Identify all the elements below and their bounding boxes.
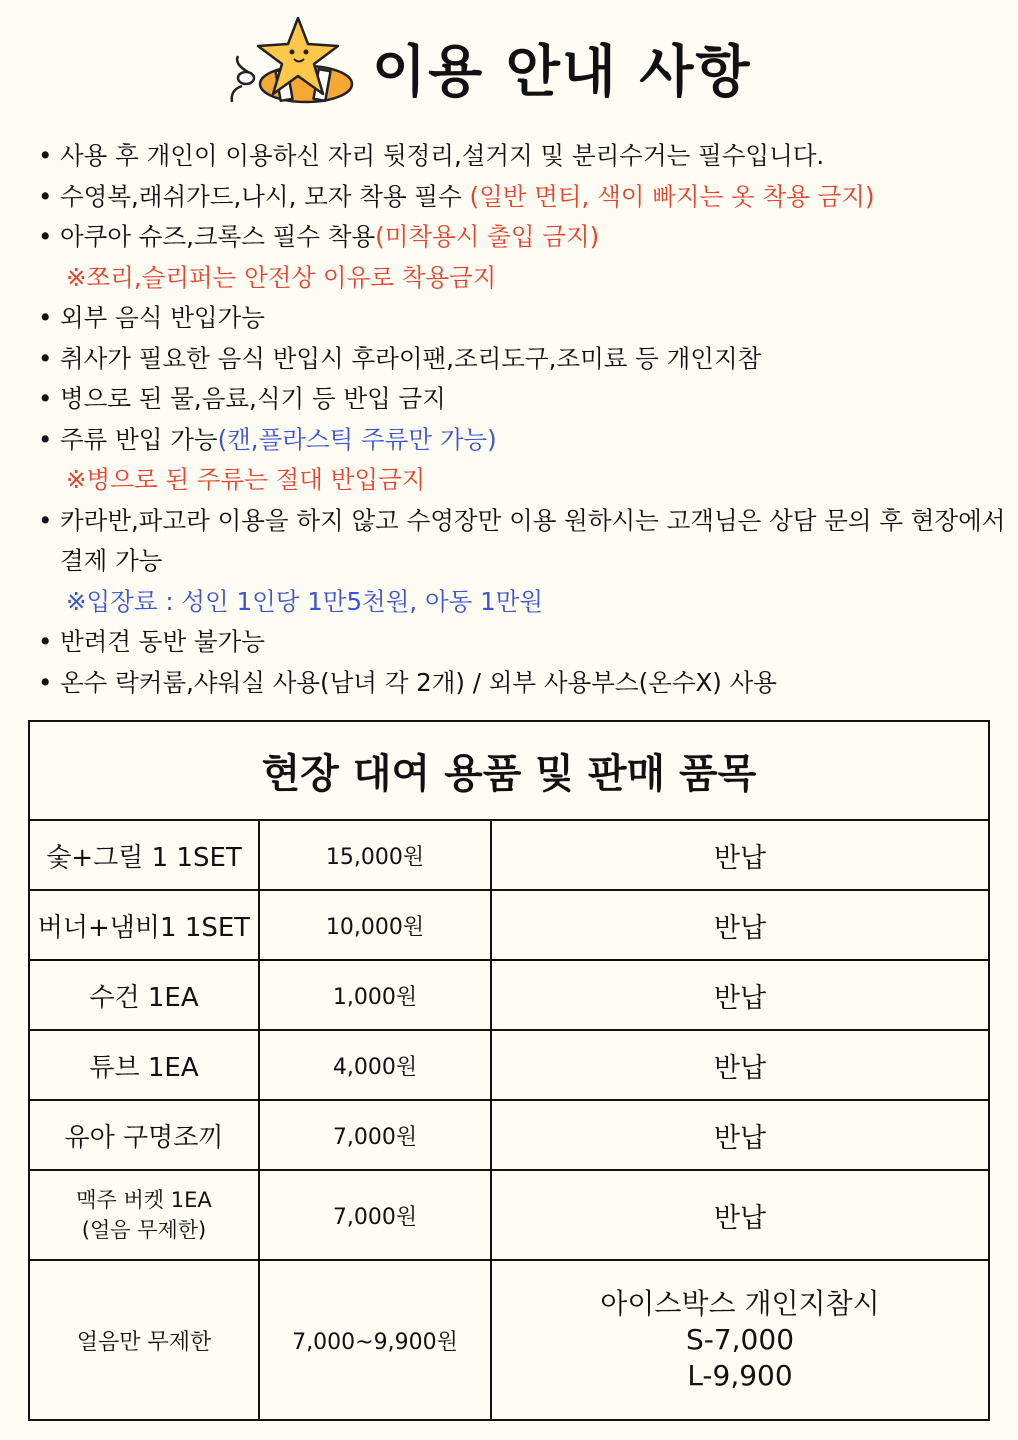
notice-text: 아쿠아 슈즈,크록스 필수 착용	[60, 222, 376, 251]
table-row	[29, 1170, 989, 1260]
notice-item	[36, 339, 1006, 380]
item-name: 얼음만 무제한	[29, 1260, 259, 1420]
notice-item	[36, 298, 1006, 339]
notice-item	[36, 420, 1006, 461]
notice-item	[36, 177, 1006, 218]
notice-item	[36, 258, 1006, 299]
item-price: 7,000원	[259, 1100, 491, 1170]
item-note: 반납	[491, 1100, 989, 1170]
notice-item	[36, 217, 1006, 258]
item-note-line: S-7,000	[685, 1323, 795, 1356]
notice-text: 주류 반입 가능	[60, 424, 218, 454]
item-note-line: L-9,900	[687, 1359, 793, 1392]
bullet: •	[38, 667, 53, 697]
notice-info: (캔,플라스틱 주류만 가능)	[217, 424, 497, 454]
bullet: •	[38, 303, 53, 332]
notice-item	[36, 136, 1006, 177]
item-price: 7,000~9,900원	[259, 1260, 491, 1420]
notice-warning: (미착용시 출입 금지)	[375, 222, 600, 251]
notice-item	[36, 582, 1006, 623]
notice-item	[36, 379, 1006, 420]
notice-info: ※입장료 : 성인 1인당 1만5천원, 아동 1만원	[66, 586, 543, 616]
rental-table	[28, 720, 990, 1421]
item-price: 7,000원	[259, 1170, 491, 1260]
notice-text: 사용 후 개인이 이용하신 자리 뒷정리,설거지 및 분리수거는 필수입니다.	[60, 141, 825, 170]
starfish-mascot-icon	[228, 14, 358, 114]
notice-item	[36, 460, 1006, 501]
notice-text: 카라반,파고라 이용을 하지 않고 수영장만 이용 원하시는 고객님은 상담 문의 후 현장에서 결제 가능	[60, 505, 1006, 575]
item-note-line: 아이스박스 개인지참시	[600, 1287, 880, 1320]
bullet: •	[38, 627, 53, 656]
item-note	[491, 1260, 989, 1420]
bullet: •	[38, 181, 53, 211]
item-price: 15,000원	[259, 820, 491, 890]
table-heading: 현장 대여 용품 및 판매 품목	[29, 721, 989, 820]
notice-warning: ※쪼리,슬리퍼는 안전상 이유로 착용금지	[66, 262, 497, 292]
bullet: •	[38, 384, 53, 413]
notice-item	[36, 501, 1006, 582]
notice-text: 외부 음식 반입가능	[60, 303, 265, 332]
item-name: 수건 1EA	[29, 960, 259, 1030]
bullet: •	[38, 505, 53, 535]
item-price: 1,000원	[259, 960, 491, 1030]
table-row	[29, 820, 989, 890]
notice-text: 병으로 된 물,음료,식기 등 반입 금지	[60, 384, 446, 413]
notice-item	[36, 622, 1006, 663]
notice-text: 반려견 동반 불가능	[60, 627, 265, 656]
item-name	[29, 1170, 259, 1260]
notice-text: 취사가 필요한 음식 반입시 후라이팬,조리도구,조미료 등 개인지참	[60, 343, 762, 373]
table-row	[29, 1260, 989, 1420]
item-note: 반납	[491, 820, 989, 890]
bullet: •	[38, 141, 53, 170]
item-name-line: 맥주 버켓 1EA	[76, 1188, 212, 1212]
item-name: 버너+냄비1 1SET	[29, 890, 259, 960]
notice-text: 수영복,래쉬가드,나시, 모자 착용 필수	[60, 181, 470, 211]
item-price: 4,000원	[259, 1030, 491, 1100]
bullet: •	[38, 222, 53, 251]
bullet: •	[38, 343, 53, 373]
item-name-line: (얼음 무제한)	[81, 1218, 207, 1242]
header	[0, 8, 1018, 118]
item-price: 10,000원	[259, 890, 491, 960]
item-note: 반납	[491, 1030, 989, 1100]
table-row	[29, 890, 989, 960]
item-note: 반납	[491, 960, 989, 1030]
table-row	[29, 960, 989, 1030]
bullet: •	[38, 424, 53, 454]
notice-list	[36, 136, 1006, 703]
table-row	[29, 1100, 989, 1170]
notice-warning: (일반 면티, 색이 빠지는 옷 착용 금지)	[469, 181, 875, 211]
notice-text: 온수 락커룸,샤워실 사용(남녀 각 2개) / 외부 사용부스(온수X) 사용	[60, 667, 777, 697]
notice-item	[36, 663, 1006, 704]
item-note: 반납	[491, 1170, 989, 1260]
item-name: 숯+그릴 1 1SET	[29, 820, 259, 890]
item-note: 반납	[491, 890, 989, 960]
item-name: 튜브 1EA	[29, 1030, 259, 1100]
item-name: 유아 구명조끼	[29, 1100, 259, 1170]
page-title: 이용 안내 사항	[372, 40, 752, 105]
table-row	[29, 1030, 989, 1100]
notice-warning: ※병으로 된 주류는 절대 반입금지	[66, 465, 426, 494]
